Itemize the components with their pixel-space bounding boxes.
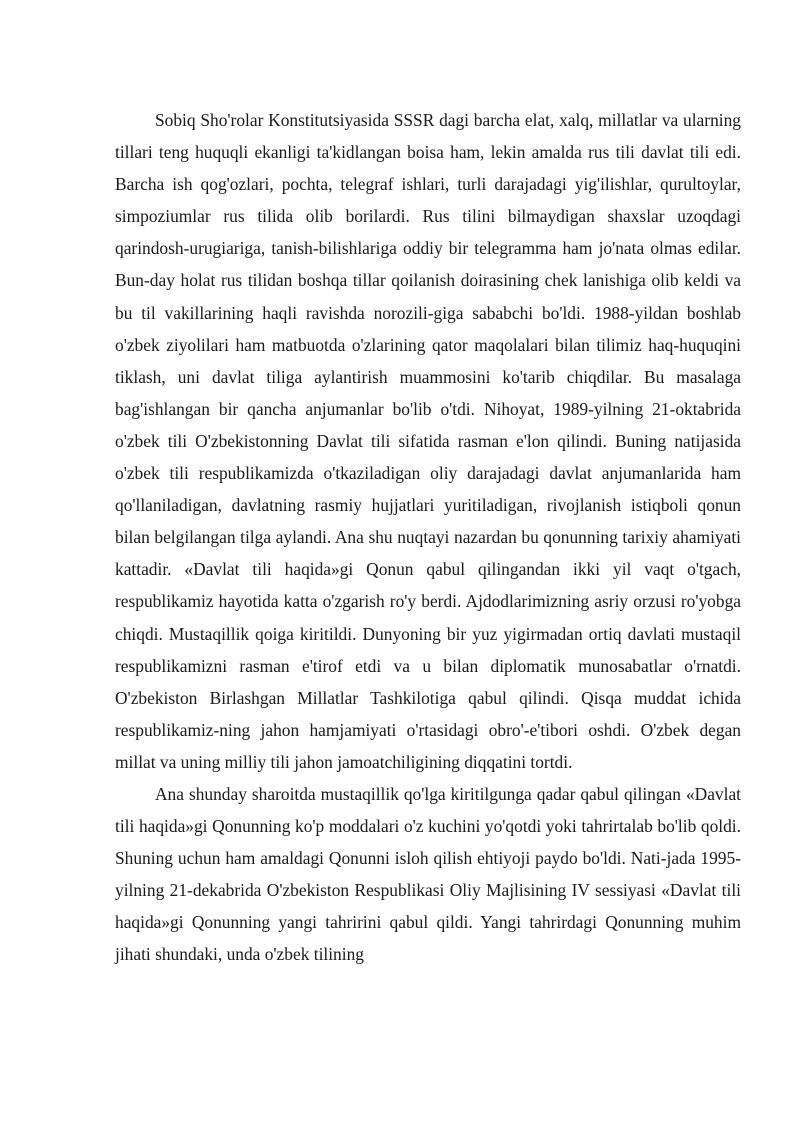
document-page (115, 104, 741, 971)
paragraph-1: Sobiq Sho'rolar Konstitutsiyasida SSSR dagi barcha elat, xalq, millatlar va ularning tillari teng huquqli ekanligi ta'kidlangan boisa ham, lekin amalda rus tili davlat tili edi. Barcha ish qog'ozlari, pochta, telegraf ishlari, turli darajadagi yig'ilishlar, qurultoylar, simpoziumlar rus tilida olib borilardi. Rus tilini bilmaydigan shaxslar uzoqdagi qarindosh-urugiariga, tanish-bilishlariga oddiy bir telegramma ham jo'nata olmas edilar. Bun-day holat rus tilidan boshqa tillar qoilanish doirasining chek lanishiga olib keldi va bu til vakillarining haqli ravishda norozili-giga sababchi bo'ldi. 1988-yildan boshlab o'zbek ziyolilari ham matbuotda o'zlarining qator maqolalari bilan tilimiz haq-huquqini tiklash, uni davlat tiliga aylantirish muammosini ko'tarib chiqdilar. Bu masalaga bag'ishlangan bir qancha anjumanlar bo'lib o'tdi. Nihoyat, 1989-yilning 21-oktabrida o'zbek tili O'zbekistonning Davlat tili sifatida rasman e'lon qilindi. Buning natijasida o'zbek tili respublikamizda o'tkaziladigan oliy darajadagi davlat anjumanlarida ham qo'llaniladigan, davlatning rasmiy hujjatlari yuritiladigan, rivojlanish istiqboli qonun bilan belgilangan tilga aylandi. Ana shu nuqtayi nazardan bu qonunning tarixiy ahamiyati kattadir. «Davlat tili haqida»gi Qonun qabul qilingandan ikki yil vaqt o'tgach, respublikamiz hayotida katta o'zgarish ro'y berdi. Ajdodlarimizning asriy orzusi ro'yobga chiqdi. Mustaqillik qoiga kiritildi. Dunyoning bir yuz yigirmadan ortiq davlati mustaqil respublikamizni rasman e'tirof etdi va u bilan diplomatik munosabatlar o'rnatdi. O'zbekiston Birlashgan Millatlar Tashkilotiga qabul qilindi. Qisqa muddat ichida respublikamiz-ning jahon hamjamiyati o'rtasidagi obro'-e'tibori oshdi. O'zbek degan millat va uning milliy tili jahon jamoatchiligining diqqatini tortdi. (115, 110, 741, 772)
paragraph-2: Ana shunday sharoitda mustaqillik qo'lga kiritilgunga qadar qabul qilingan «Davlat tili haqida»gi Qonunning ko'p moddalari o'z kuchini yo'qotdi yoki tahrirtalab bo'lib qoldi. Shuning uchun ham amaldagi Qonunni isloh qilish ehtiyoji paydo bo'ldi. Nati-jada 1995-yilning 21-dekabrida O'zbekiston Respublikasi Oliy Majlisining IV sessiyasi «Davlat tili haqida»gi Qonunning yangi tahririni qabul qildi. Yangi tahrirdagi Qonunning muhim jihati shundaki, unda o'zbek tilining (115, 783, 741, 965)
